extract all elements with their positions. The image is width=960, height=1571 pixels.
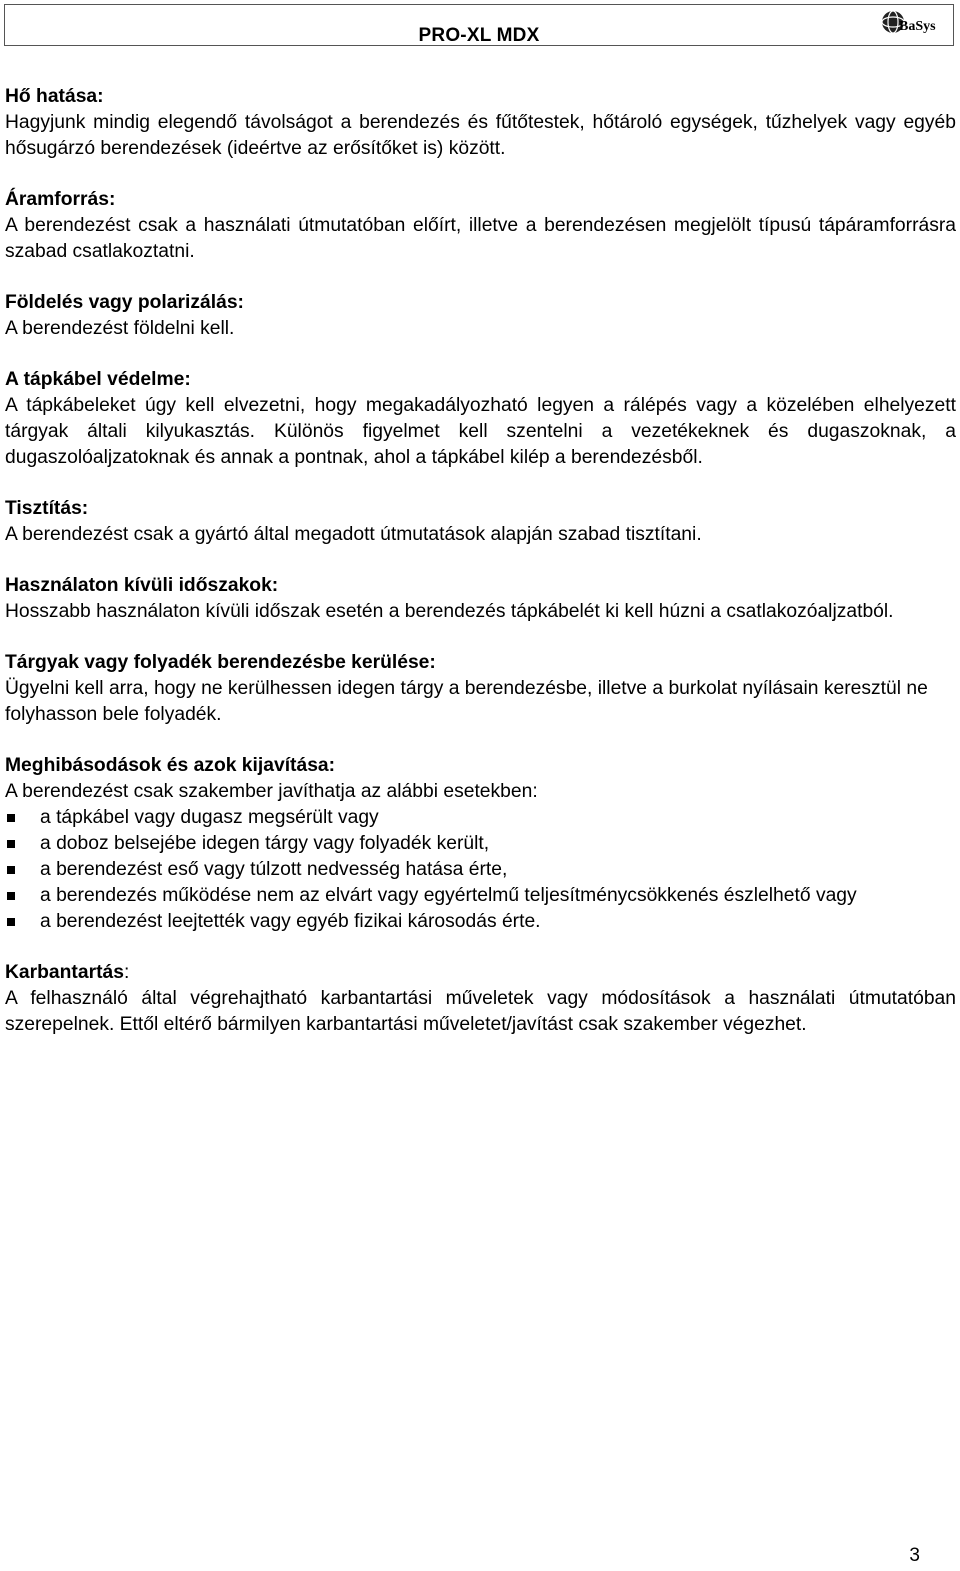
document-title: PRO-XL MDX xyxy=(418,25,540,46)
section-text: A berendezést csak szakember javíthatja az alábbi esetekben: xyxy=(5,781,538,802)
section-text: A felhasználó által végrehajtható karbantartási műveletek vagy módosítások a használati útmutatóban szerepelnek. Ettől eltérő bármilyen karbantartási műveletet/javítást csak szakember végezhet. xyxy=(5,988,956,1035)
section-heading-text: Karbantartás xyxy=(5,962,124,983)
section-text: Hosszabb használaton kívüli időszak esetén a berendezés tápkábelét ki kell húzni a csatlakozóaljzatból. xyxy=(5,601,894,622)
section-heading: Földelés vagy polarizálás: xyxy=(5,292,244,313)
section-unused-periods xyxy=(5,573,956,625)
repair-conditions-list xyxy=(5,805,956,935)
basys-logo xyxy=(879,8,945,42)
section-heat xyxy=(5,84,956,162)
list-item: a berendezés működése nem az elvárt vagy egyértelmű teljesítménycsökkenés észlelhető vagy xyxy=(5,883,956,909)
section-grounding xyxy=(5,290,956,342)
section-text: Ügyelni kell arra, hogy ne kerülhessen idegen tárgy a berendezésbe, illetve a burkolat nyílásain keresztül ne folyhasson bele folyadék. xyxy=(5,678,928,725)
section-repairs xyxy=(5,753,956,935)
list-item: a tápkábel vagy dugasz megsérült vagy xyxy=(5,805,956,831)
section-heading: Tisztítás: xyxy=(5,498,89,519)
page-header xyxy=(4,4,954,46)
section-cleaning xyxy=(5,496,956,548)
section-text: A berendezést csak a gyártó által megadott útmutatások alapján szabad tisztítani. xyxy=(5,524,702,545)
section-heading: Meghibásodások és azok kijavítása: xyxy=(5,755,336,776)
section-text: A berendezést földelni kell. xyxy=(5,318,235,339)
section-heading: Áramforrás: xyxy=(5,189,116,210)
document-body xyxy=(5,84,956,1063)
section-foreign-objects xyxy=(5,650,956,728)
list-item: a berendezést eső vagy túlzott nedvesség hatása érte, xyxy=(5,857,956,883)
list-item: a doboz belsejébe idegen tárgy vagy folyadék került, xyxy=(5,831,956,857)
section-maintenance xyxy=(5,960,956,1038)
section-text: Hagyjunk mindig elegendő távolságot a berendezés és fűtőtestek, hőtároló egységek, tűzhelyek vagy egyéb hősugárzó berendezések (ideértve az erősítőket is) között. xyxy=(5,112,956,159)
section-heading: A tápkábel védelme: xyxy=(5,369,191,390)
list-item: a berendezést leejtették vagy egyéb fizikai károsodás érte. xyxy=(5,909,956,935)
section-power-source xyxy=(5,187,956,265)
section-text: A tápkábeleket úgy kell elvezetni, hogy megakadályozható legyen a rálépés vagy a közelében elhelyezett tárgyak általi kilyukasztás. Különös figyelmet kell szentelni a vezetékeknek és dugaszoknak, a dugaszolóaljzatoknak és annak a pontnak, ahol a tápkábel kilép a berendezésből. xyxy=(5,395,956,468)
heading-colon: : xyxy=(123,962,130,983)
section-heading: Használaton kívüli időszakok: xyxy=(5,575,279,596)
section-power-cord xyxy=(5,367,956,471)
section-heading: Hő hatása: xyxy=(5,86,104,107)
section-heading: Tárgyak vagy folyadék berendezésbe kerülése: xyxy=(5,652,436,673)
section-text: A berendezést csak a használati útmutatóban előírt, illetve a berendezésen megjelölt típusú tápáramforrásra szabad csatlakoztatni. xyxy=(5,215,956,262)
section-heading xyxy=(5,960,956,986)
svg-text:BaSys: BaSys xyxy=(899,19,936,34)
page-number: 3 xyxy=(909,1545,920,1566)
